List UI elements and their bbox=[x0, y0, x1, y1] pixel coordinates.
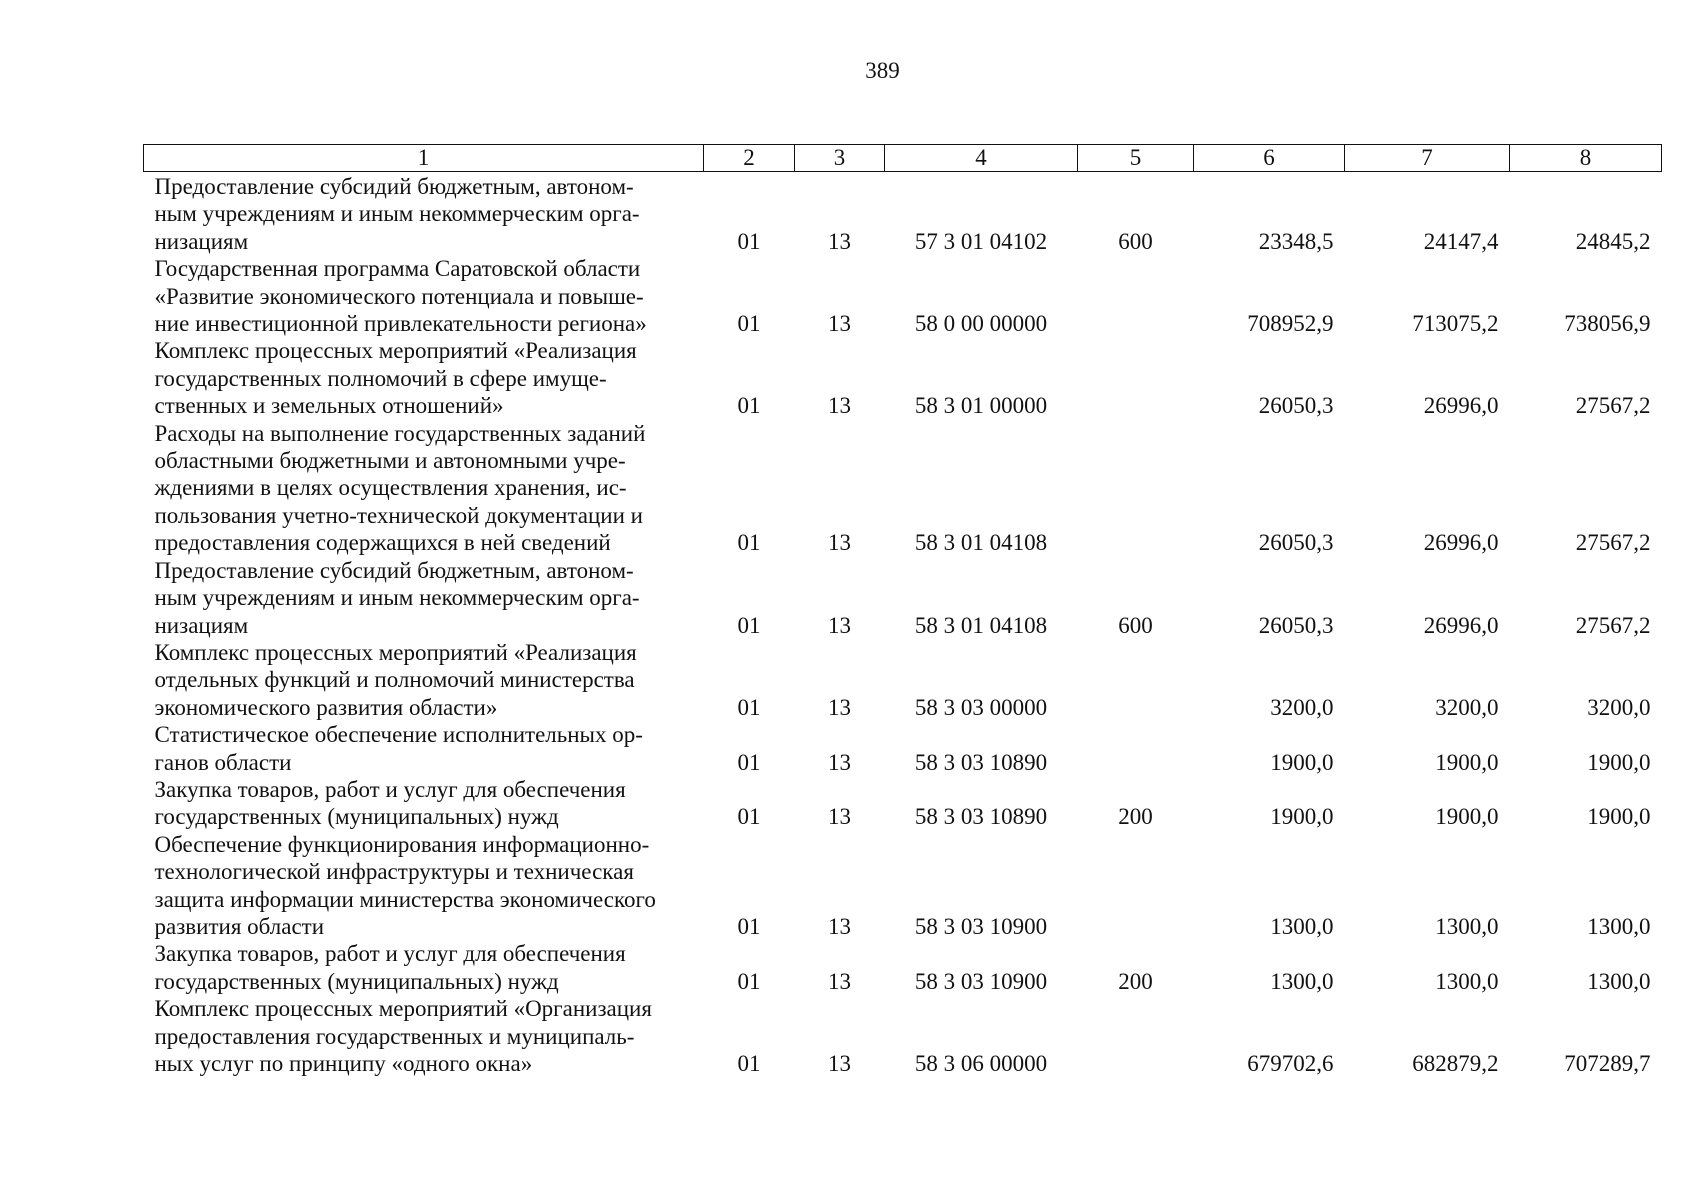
row-section-code: 01 bbox=[737, 968, 761, 994]
row-amount-col-6: 708952,9 bbox=[1247, 311, 1334, 337]
row-section-code: 01 bbox=[737, 311, 761, 337]
table-body bbox=[144, 172, 1662, 1078]
row-subsection-code: 13 bbox=[828, 804, 851, 830]
description-line: Предоставление субсидий бюджетным, автоном- bbox=[154, 557, 634, 583]
row-amount-col-6: 1900,0 bbox=[1270, 749, 1334, 775]
table-row bbox=[144, 721, 1662, 776]
row-target-article-code: 58 3 06 00000 bbox=[914, 1051, 1048, 1076]
row-expense-type-code bbox=[1078, 420, 1194, 557]
description-line: областными бюджетными и автономными учре- bbox=[154, 448, 626, 474]
description-line: Комплекс процессных мероприятий «Реализация bbox=[154, 639, 637, 665]
row-expense-type-code: 200 bbox=[1118, 968, 1153, 994]
header-col-5: 5 bbox=[1078, 145, 1194, 172]
row-target-article-code: 58 3 03 10900 bbox=[914, 968, 1048, 994]
row-target-article-code: 58 3 01 04108 bbox=[914, 612, 1048, 638]
table-row bbox=[144, 831, 1662, 941]
row-expense-type-code bbox=[1078, 831, 1194, 941]
row-amount-col-7: 1300,0 bbox=[1435, 968, 1499, 994]
row-subsection-code: 13 bbox=[828, 530, 851, 556]
header-row bbox=[144, 145, 1662, 172]
description-line: Государственная программа Саратовской области bbox=[154, 256, 641, 282]
row-amount-col-7: 3200,0 bbox=[1435, 694, 1499, 720]
row-amount-col-7: 26996,0 bbox=[1423, 393, 1499, 419]
description-line: Обеспечение функционирования информационно- bbox=[154, 831, 650, 857]
description-line: Расходы на выполнение государственных заданий bbox=[154, 420, 646, 446]
row-section-code: 01 bbox=[737, 612, 761, 638]
row-description bbox=[144, 639, 704, 721]
row-amount-col-7: 1900,0 bbox=[1435, 804, 1499, 830]
description-line: Комплекс процессных мероприятий «Организация bbox=[154, 996, 652, 1022]
row-amount-col-7: 26996,0 bbox=[1423, 530, 1499, 556]
description-line: отдельных функций и полномочий министерства bbox=[154, 667, 635, 693]
description-line: Закупка товаров, работ и услуг для обеспечения bbox=[154, 941, 626, 967]
row-target-article-code: 58 3 01 00000 bbox=[914, 393, 1048, 419]
row-section-code: 01 bbox=[737, 393, 761, 419]
row-target-article-code: 58 3 03 00000 bbox=[914, 694, 1048, 720]
row-expense-type-code bbox=[1078, 721, 1194, 776]
description-line: Закупка товаров, работ и услуг для обеспечения bbox=[154, 776, 626, 802]
row-target-article-code: 58 3 01 04108 bbox=[914, 530, 1048, 556]
header-col-4: 4 bbox=[885, 145, 1078, 172]
table-header bbox=[144, 145, 1662, 172]
row-section-code: 01 bbox=[737, 913, 761, 939]
description-line: ждениями в целях осуществления хранения, ис- bbox=[154, 475, 627, 501]
description-line: «Развитие экономического потенциала и повыше- bbox=[154, 283, 644, 309]
row-subsection-code: 13 bbox=[828, 228, 851, 254]
row-expense-type-code bbox=[1078, 639, 1194, 721]
row-expense-type-code bbox=[1078, 337, 1194, 419]
row-amount-col-8: 1300,0 bbox=[1587, 913, 1651, 939]
row-description bbox=[144, 557, 704, 639]
description-line: развития области bbox=[154, 913, 325, 939]
row-amount-col-8: 27567,2 bbox=[1575, 612, 1651, 638]
table-row bbox=[144, 995, 1662, 1077]
row-expense-type-code: 600 bbox=[1118, 228, 1153, 254]
row-subsection-code: 13 bbox=[828, 968, 851, 994]
row-amount-col-6: 26050,3 bbox=[1258, 530, 1334, 556]
row-description bbox=[144, 995, 704, 1077]
header-col-6: 6 bbox=[1194, 145, 1345, 172]
description-line: государственных (муниципальных) нужд bbox=[154, 804, 559, 830]
header-col-3: 3 bbox=[795, 145, 885, 172]
description-line: предоставления государственных и муниципаль- bbox=[154, 1023, 635, 1049]
description-line: пользования учетно-технической документации и bbox=[154, 502, 643, 528]
row-description bbox=[144, 940, 704, 995]
budget-table bbox=[143, 144, 1662, 1077]
row-amount-col-8: 707289,7 bbox=[1564, 1051, 1651, 1076]
row-amount-col-7: 1900,0 bbox=[1435, 749, 1499, 775]
description-line: государственных (муниципальных) нужд bbox=[154, 968, 559, 994]
row-amount-col-8: 3200,0 bbox=[1587, 694, 1651, 720]
row-amount-col-8: 1900,0 bbox=[1587, 804, 1651, 830]
row-target-article-code: 58 0 00 00000 bbox=[914, 311, 1048, 337]
row-amount-col-8: 1300,0 bbox=[1587, 968, 1651, 994]
row-section-code: 01 bbox=[737, 1051, 761, 1076]
table-row bbox=[144, 940, 1662, 995]
row-expense-type-code bbox=[1078, 255, 1194, 337]
row-amount-col-7: 26996,0 bbox=[1423, 612, 1499, 638]
row-description bbox=[144, 721, 704, 776]
header-col-8: 8 bbox=[1510, 145, 1662, 172]
row-subsection-code: 13 bbox=[828, 694, 851, 720]
header-col-2: 2 bbox=[704, 145, 795, 172]
row-section-code: 01 bbox=[737, 749, 761, 775]
row-amount-col-7: 682879,2 bbox=[1412, 1051, 1499, 1076]
description-line: Предоставление субсидий бюджетным, автоном- bbox=[154, 174, 634, 199]
description-line: защита информации министерства экономического bbox=[154, 886, 656, 912]
description-line: Статистическое обеспечение исполнительных ор- bbox=[154, 722, 643, 748]
row-amount-col-6: 1900,0 bbox=[1270, 804, 1334, 830]
table-row bbox=[144, 776, 1662, 831]
row-target-article-code: 58 3 03 10890 bbox=[914, 804, 1048, 830]
row-amount-col-8: 738056,9 bbox=[1564, 311, 1651, 337]
row-section-code: 01 bbox=[737, 228, 761, 254]
description-line: ние инвестиционной привлекательности региона» bbox=[154, 311, 647, 337]
description-line: предоставления содержащихся в ней сведений bbox=[154, 530, 611, 556]
row-amount-col-7: 713075,2 bbox=[1412, 311, 1499, 337]
description-line: ным учреждениям и иным некоммерческим орга- bbox=[154, 585, 640, 611]
description-line: низациям bbox=[154, 228, 249, 254]
table-row bbox=[144, 639, 1662, 721]
row-subsection-code: 13 bbox=[828, 913, 851, 939]
description-line: экономического развития области» bbox=[154, 694, 498, 720]
row-expense-type-code bbox=[1078, 995, 1194, 1077]
table-row bbox=[144, 255, 1662, 337]
row-amount-col-8: 24845,2 bbox=[1575, 228, 1651, 254]
row-amount-col-6: 23348,5 bbox=[1258, 228, 1334, 254]
row-expense-type-code: 200 bbox=[1118, 804, 1153, 830]
description-line: Комплекс процессных мероприятий «Реализация bbox=[154, 338, 637, 364]
row-amount-col-6: 26050,3 bbox=[1258, 393, 1334, 419]
row-description bbox=[144, 337, 704, 419]
table-row bbox=[144, 557, 1662, 639]
description-line: государственных полномочий в сфере имуще- bbox=[154, 365, 607, 391]
row-amount-col-6: 1300,0 bbox=[1270, 968, 1334, 994]
row-description bbox=[144, 172, 704, 256]
description-line: ных услуг по принципу «одного окна» bbox=[154, 1051, 533, 1076]
row-description bbox=[144, 420, 704, 557]
row-amount-col-8: 1900,0 bbox=[1587, 749, 1651, 775]
row-amount-col-7: 24147,4 bbox=[1423, 228, 1499, 254]
row-subsection-code: 13 bbox=[828, 1051, 851, 1076]
header-col-1: 1 bbox=[144, 145, 704, 172]
row-description bbox=[144, 831, 704, 941]
row-amount-col-6: 679702,6 bbox=[1247, 1051, 1334, 1076]
page-number: 389 bbox=[865, 58, 900, 83]
header-col-7: 7 bbox=[1345, 145, 1510, 172]
description-line: ным учреждениям и иным некоммерческим орга- bbox=[154, 201, 640, 227]
row-amount-col-6: 26050,3 bbox=[1258, 612, 1334, 638]
row-section-code: 01 bbox=[737, 804, 761, 830]
row-target-article-code: 58 3 03 10900 bbox=[914, 913, 1048, 939]
description-line: ственных и земельных отношений» bbox=[154, 393, 504, 419]
row-section-code: 01 bbox=[737, 530, 761, 556]
row-subsection-code: 13 bbox=[828, 393, 851, 419]
row-section-code: 01 bbox=[737, 694, 761, 720]
row-subsection-code: 13 bbox=[828, 749, 851, 775]
row-target-article-code: 58 3 03 10890 bbox=[914, 749, 1048, 775]
description-line: низациям bbox=[154, 612, 249, 638]
row-subsection-code: 13 bbox=[828, 612, 851, 638]
row-expense-type-code: 600 bbox=[1118, 612, 1153, 638]
row-amount-col-6: 3200,0 bbox=[1270, 694, 1334, 720]
table-row bbox=[144, 420, 1662, 557]
description-line: ганов области bbox=[154, 749, 292, 775]
row-amount-col-8: 27567,2 bbox=[1575, 393, 1651, 419]
row-description bbox=[144, 776, 704, 831]
row-amount-col-8: 27567,2 bbox=[1575, 530, 1651, 556]
row-target-article-code: 57 3 01 04102 bbox=[914, 228, 1048, 254]
row-description bbox=[144, 255, 704, 337]
row-amount-col-7: 1300,0 bbox=[1435, 913, 1499, 939]
row-subsection-code: 13 bbox=[828, 311, 851, 337]
table-row bbox=[144, 172, 1662, 256]
table-row bbox=[144, 337, 1662, 419]
description-line: технологической инфраструктуры и техническая bbox=[154, 859, 634, 885]
row-amount-col-6: 1300,0 bbox=[1270, 913, 1334, 939]
